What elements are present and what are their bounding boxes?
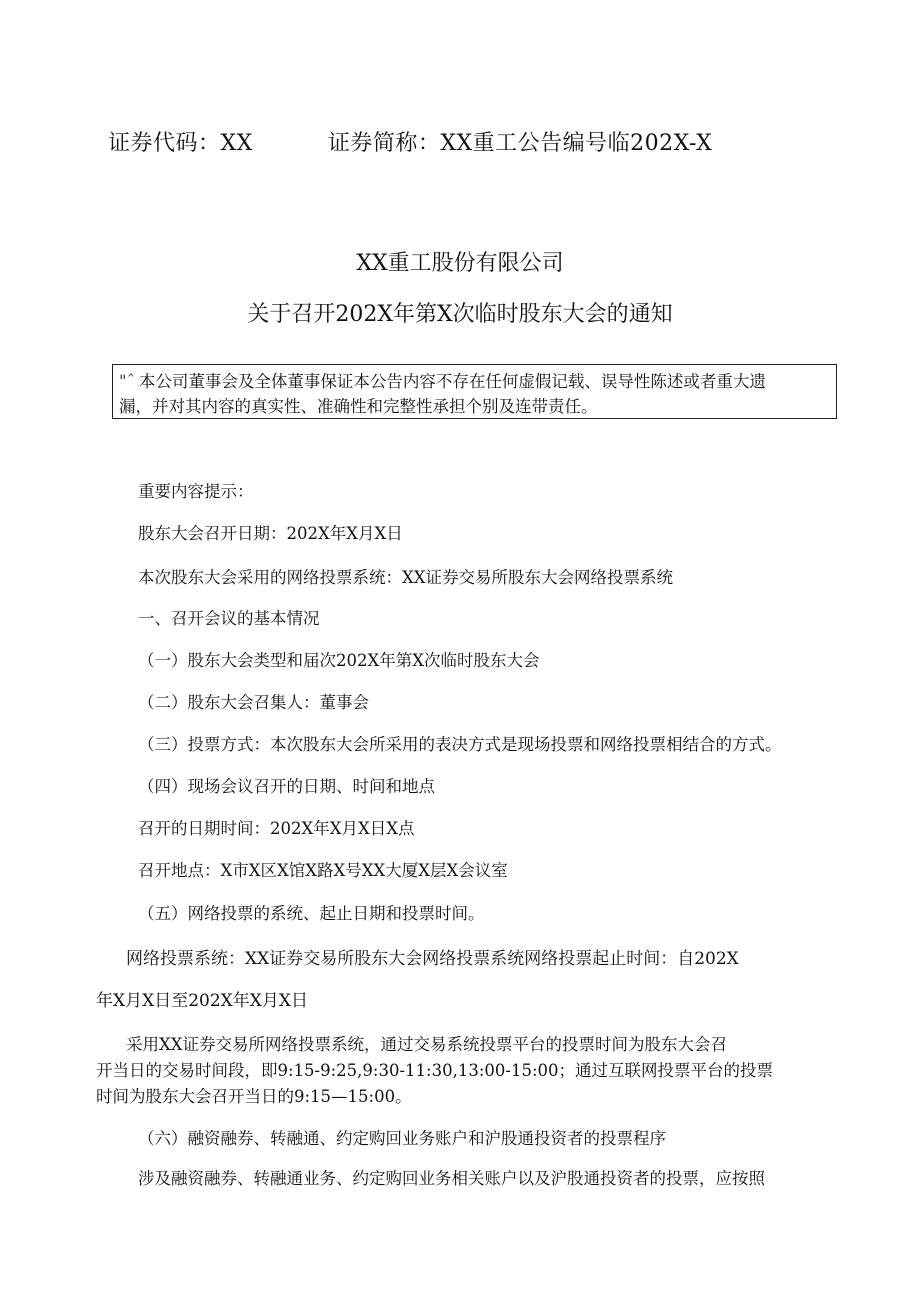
item-2: （二）股东大会召集人：董事会 bbox=[138, 693, 369, 712]
statement-mark: "ˆ bbox=[119, 372, 135, 391]
item-4: （四）现场会议召开的日期、时间和地点 bbox=[138, 777, 435, 796]
stock-code: 证券代码：XX bbox=[108, 131, 253, 156]
stock-abbreviation: 证券简称：XX重工公告编号临202X-X bbox=[327, 131, 713, 156]
voting-system-line: 本次股东大会采用的网络投票系统：XX证券交易所股东大会网络投票系统 bbox=[138, 568, 673, 587]
item-5-paragraph-line-3: 时间为股东大会召开当日的9:15—15:00。 bbox=[96, 1087, 412, 1106]
item-5-paragraph-line-2: 开当日的交易时间段，即9:15-9:25,9:30-11:30,13:00-15:00；通过互联网投票平台的投票 bbox=[96, 1061, 774, 1080]
item-4-place: 召开地点：X市X区X馆X路X号XX大厦X层X会议室 bbox=[138, 861, 508, 880]
item-3: （三）投票方式：本次股东大会所采用的表决方式是现场投票和网络投票相结合的方式。 bbox=[138, 735, 782, 754]
item-6: （六）融资融券、转融通、约定购回业务账户和沪股通投资者的投票程序 bbox=[138, 1129, 666, 1148]
company-name: XX重工股份有限公司 bbox=[356, 251, 564, 276]
item-6-text: 涉及融资融券、转融通业务、约定购回业务相关账户以及沪股通投资者的投票，应按照 bbox=[138, 1169, 765, 1188]
item-5: （五）网络投票的系统、起止日期和投票时间。 bbox=[138, 904, 485, 923]
item-5-system-line-1: 网络投票系统：XX证券交易所股东大会网络投票系统网络投票起止时间：自202X bbox=[126, 949, 739, 969]
important-heading: 重要内容提示： bbox=[138, 482, 254, 501]
item-5-paragraph-line-1: 采用XX证券交易所网络投票系统，通过交易系统投票平台的投票时间为股东大会召 bbox=[126, 1035, 727, 1054]
announcement-header bbox=[108, 126, 712, 157]
item-5-system-line-2: 年X月X日至202X年X月X日 bbox=[96, 991, 308, 1011]
meeting-date: 股东大会召开日期：202X年X月X日 bbox=[138, 524, 403, 543]
board-statement-box bbox=[112, 364, 837, 419]
item-1: （一）股东大会类型和届次202X年第X次临时股东大会 bbox=[138, 651, 540, 670]
section-heading-1: 一、召开会议的基本情况 bbox=[138, 609, 320, 628]
statement-line-1: "ˆ 本公司董事会及全体董事保证本公告内容不存在任何虚假记载、误导性陈述或者重大遗 bbox=[119, 372, 766, 391]
statement-line-2: 漏，并对其内容的真实性、准确性和完整性承担个别及连带责任。 bbox=[119, 397, 598, 416]
notice-title: 关于召开202X年第X次临时股东大会的通知 bbox=[247, 302, 673, 327]
item-4-time: 召开的日期时间：202X年X月X日X点 bbox=[138, 819, 415, 838]
